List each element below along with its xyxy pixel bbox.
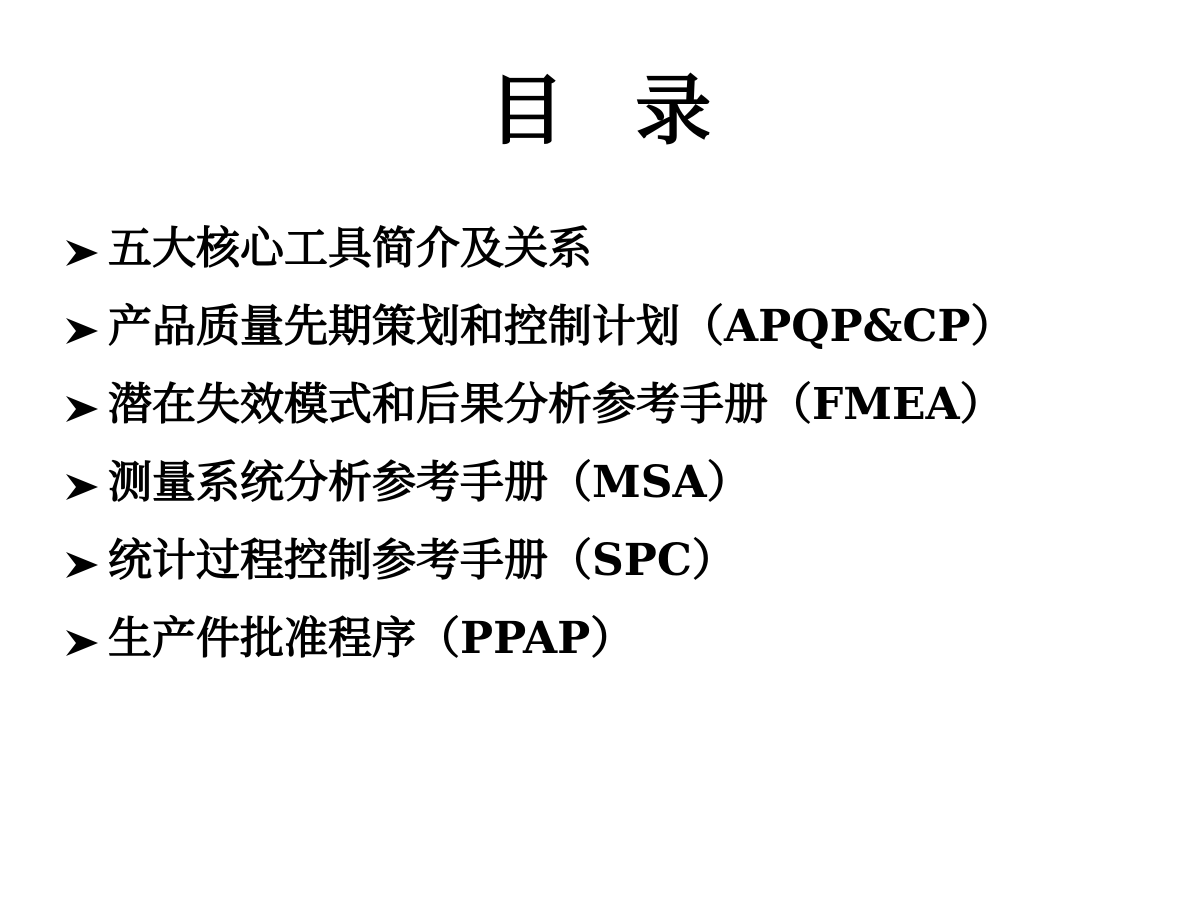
list-item-label: 生产件批准程序（PPAP） <box>108 613 635 664</box>
list-item <box>62 296 1092 358</box>
list-item <box>62 452 1092 514</box>
list-item-label: 五大核心工具简介及关系 <box>108 223 592 274</box>
list-item <box>62 608 1092 670</box>
arrowhead-bullet-icon <box>64 472 100 502</box>
list-item-label: 潜在失效模式和后果分析参考手册（FMEA） <box>108 379 1004 430</box>
list-item <box>62 530 1092 592</box>
arrowhead-bullet-icon <box>64 316 100 346</box>
arrowhead-bullet-icon <box>64 238 100 268</box>
arrowhead-bullet-icon <box>64 550 100 580</box>
table-of-contents <box>62 218 1092 686</box>
list-item <box>62 218 1092 280</box>
list-item-label: 统计过程控制参考手册（SPC） <box>108 535 736 586</box>
arrowhead-bullet-icon <box>64 628 100 658</box>
list-item-label: 测量系统分析参考手册（MSA） <box>108 457 751 508</box>
page-title: 目 录 <box>488 66 734 155</box>
arrowhead-bullet-icon <box>64 394 100 424</box>
list-item <box>62 374 1092 436</box>
list-item-label: 产品质量先期策划和控制计划（APQP&CP） <box>108 301 1015 352</box>
